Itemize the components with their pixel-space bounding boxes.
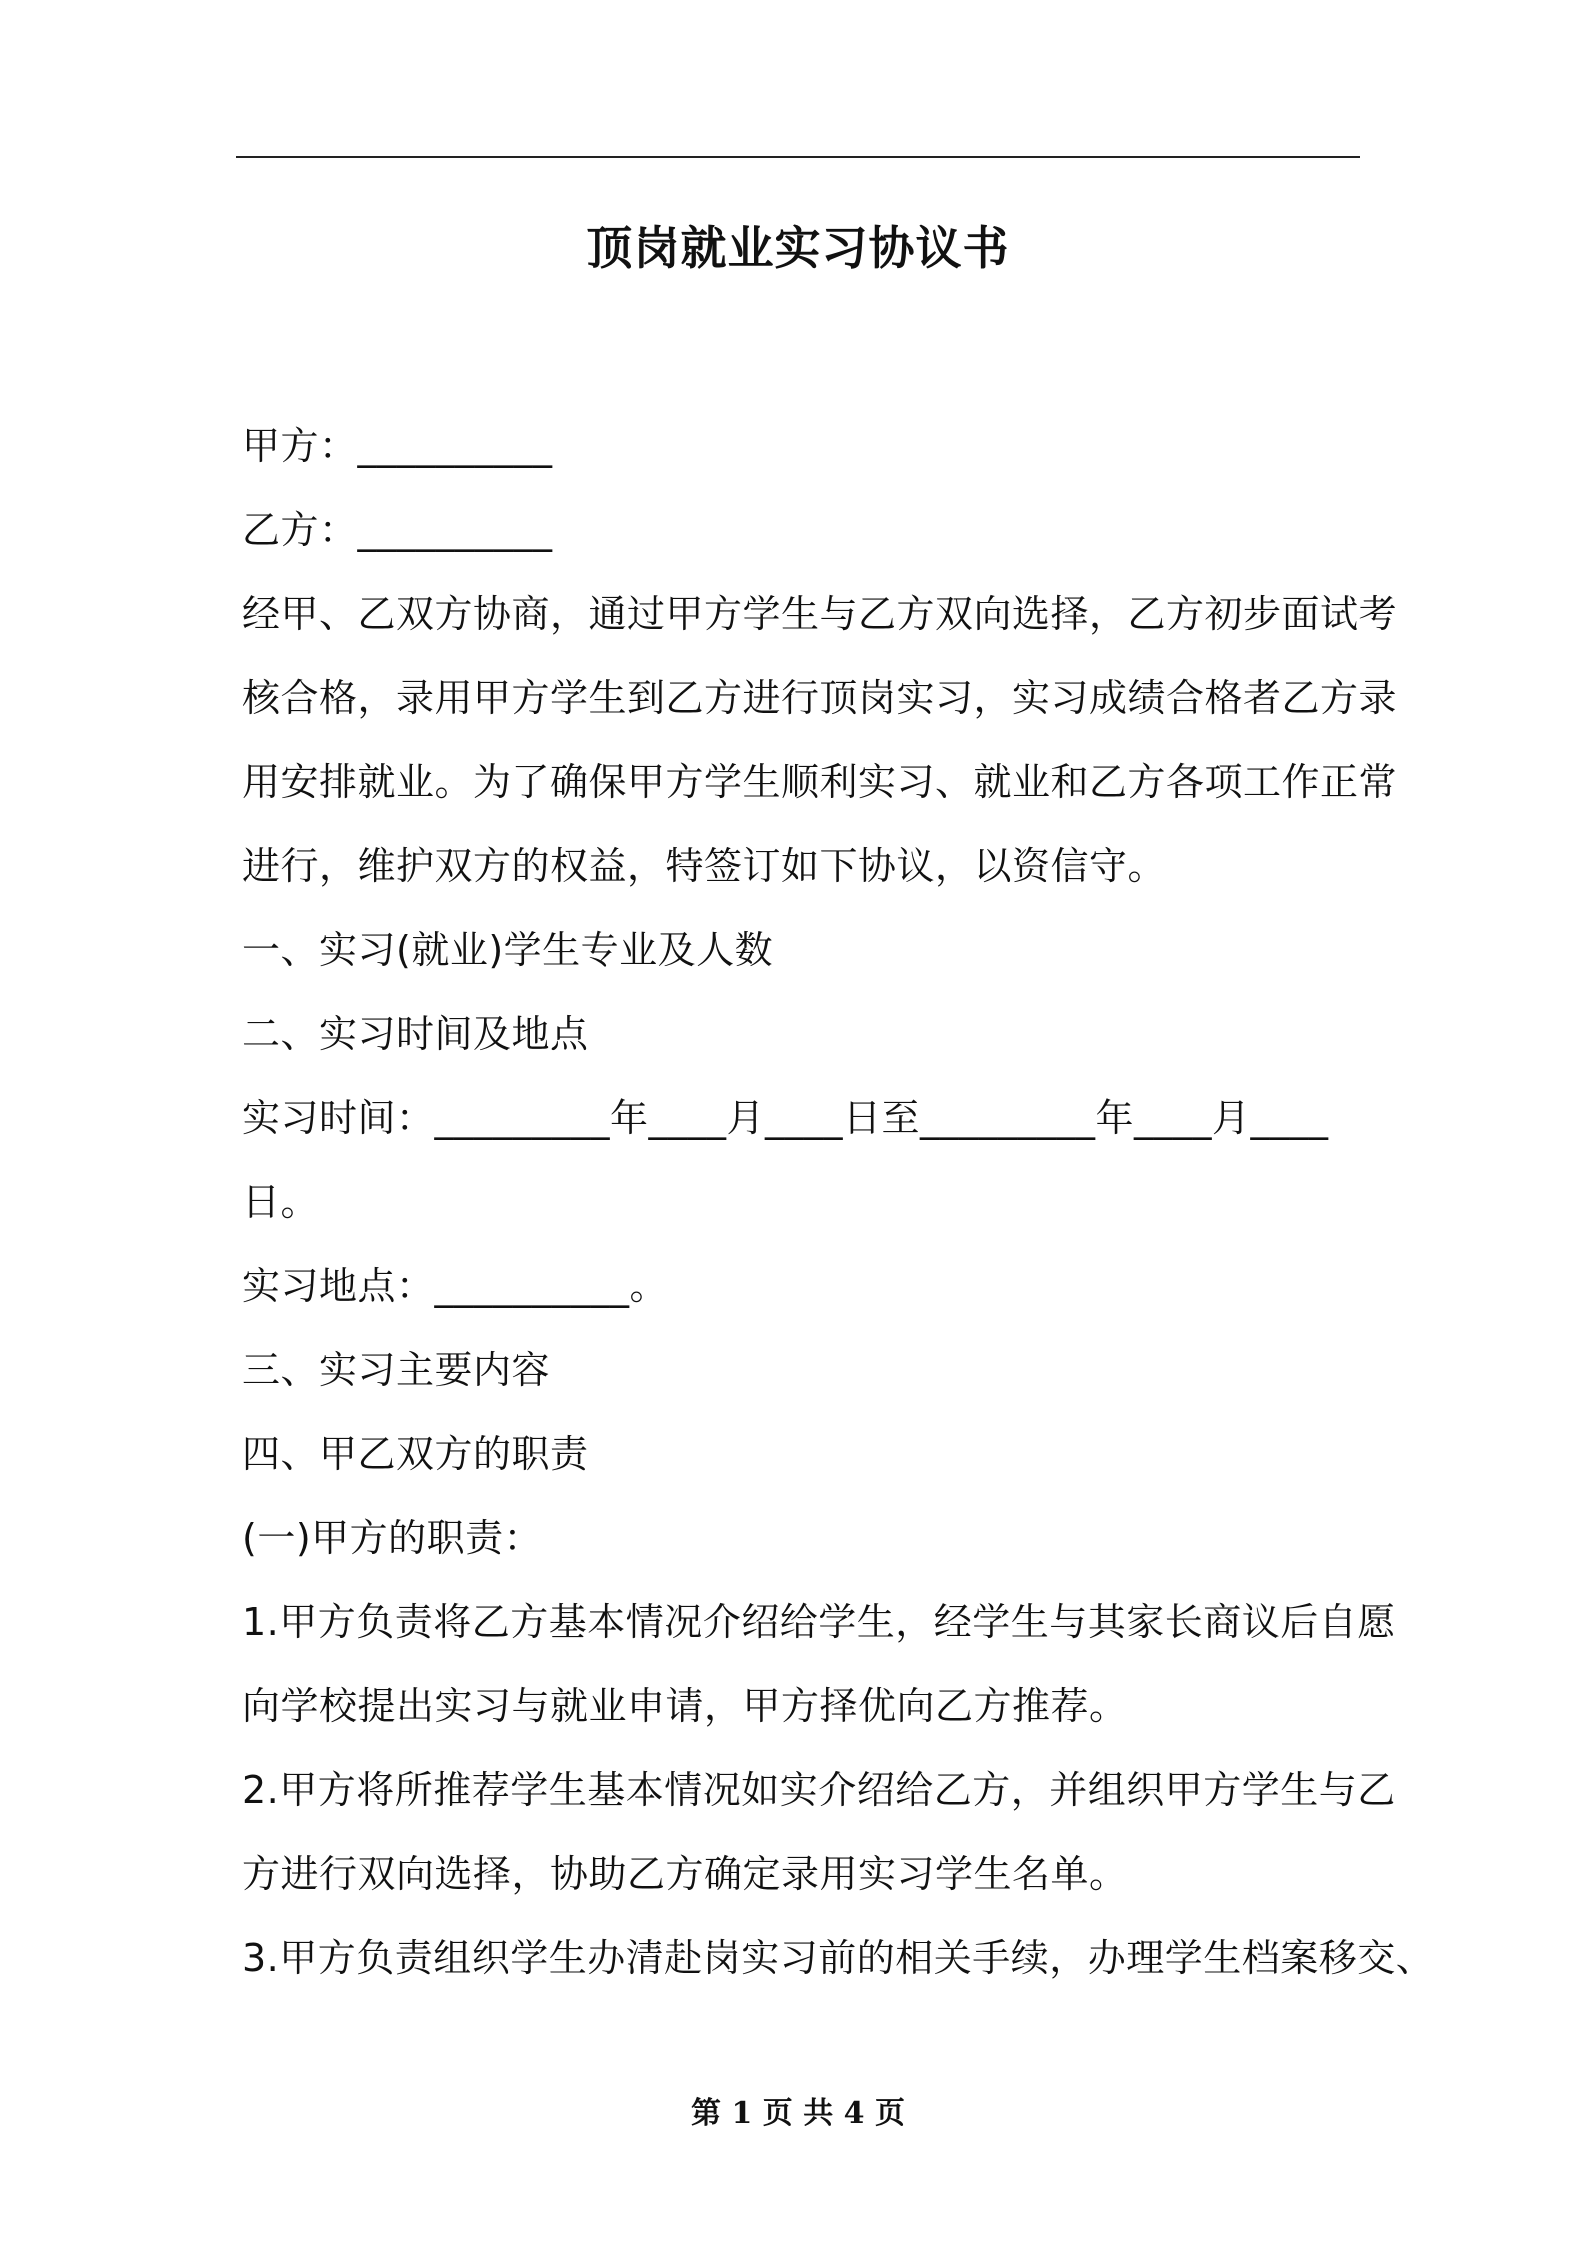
- paragraph-line: 核合格，录用甲方学生到乙方进行顶岗实习，实习成绩合格者乙方录: [242, 676, 1398, 720]
- page-number-footer: 第 1 页 共 4 页: [691, 2096, 905, 2131]
- document-title: 顶岗就业实习协议书: [586, 221, 1010, 275]
- clause-line: 3.甲方负责组织学生办清赴岗实习前的相关手续，办理学生档案移交、: [242, 1936, 1435, 1980]
- paragraph-line: 用安排就业。为了确保甲方学生顺利实习、就业和乙方各项工作正常: [242, 760, 1398, 804]
- section-heading: 二、实习时间及地点: [242, 1012, 589, 1056]
- clause-line: 2.甲方将所推荐学生基本情况如实介绍给乙方，并组织甲方学生与乙: [242, 1768, 1396, 1812]
- internship-location-line: 实习地点：__________。: [242, 1264, 669, 1308]
- document-body: [242, 404, 1435, 2000]
- subsection-heading: (一)甲方的职责：: [242, 1516, 543, 1560]
- internship-period-line: 实习时间：_________年____月____日至_________年____月____: [242, 1096, 1329, 1140]
- section-heading: 一、实习(就业)学生专业及人数: [242, 928, 774, 972]
- internship-period-line-end: 日。: [242, 1180, 320, 1224]
- clause-line: 方进行双向选择，协助乙方确定录用实习学生名单。: [242, 1852, 1128, 1896]
- paragraph-line: 经甲、乙双方协商，通过甲方学生与乙方双向选择，乙方初步面试考: [242, 592, 1398, 636]
- party-b-line: 乙方：__________: [242, 508, 553, 552]
- clause-line: 1.甲方负责将乙方基本情况介绍给学生，经学生与其家长商议后自愿: [242, 1600, 1396, 1644]
- paragraph-line: 进行，维护双方的权益，特签订如下协议，以资信守。: [242, 844, 1167, 888]
- header-rule: [236, 156, 1360, 158]
- section-heading: 四、甲乙双方的职责: [242, 1432, 589, 1476]
- section-heading: 三、实习主要内容: [242, 1348, 551, 1392]
- clause-line: 向学校提出实习与就业申请，甲方择优向乙方推荐。: [242, 1684, 1128, 1728]
- party-a-line: 甲方：__________: [242, 424, 553, 468]
